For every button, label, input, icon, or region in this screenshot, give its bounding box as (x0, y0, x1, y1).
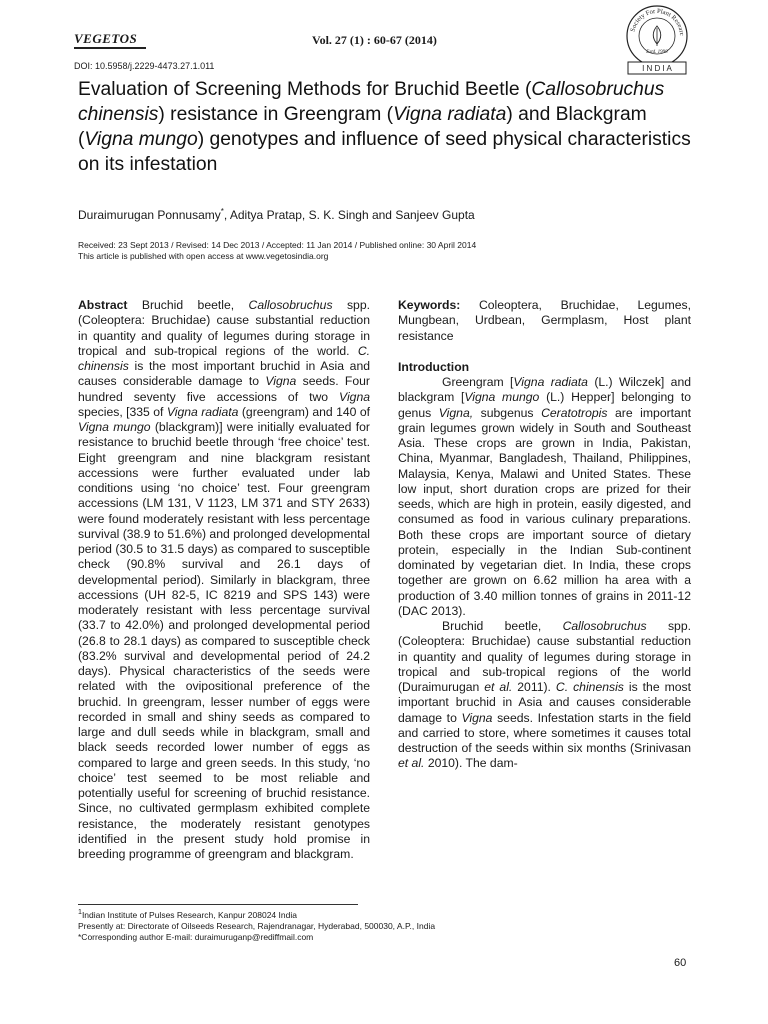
dates-line: Received: 23 Sept 2013 / Revised: 14 Dec 2013 / Accepted: 11 Jan 2014 / Published online: 30 April 2014 (78, 240, 477, 250)
page-number: 60 (674, 957, 687, 969)
logo-estd: Estd. 1998 (646, 50, 668, 55)
section-heading-introduction: Introduction (398, 359, 470, 374)
keywords: Keywords: Coleoptera, Bruchidae, Legumes, Mungbean, Urdbean, Germplasm, Host plant resistance (398, 298, 691, 343)
corresponding-author-footnote: *Corresponding author E-mail: duraimuruganp@rediffmail.com (78, 931, 314, 942)
present-address-footnote: Presently at: Directorate of Oilseeds Research, Rajendranagar, Hyderabad, 500030, A.P., India (78, 920, 436, 931)
footnotes (78, 907, 435, 943)
open-access-line: This article is published with open access at www.vegetosindia.org (78, 251, 329, 261)
intro-paragraph-1: Greengram [Vigna radiata (L.) Wilczek] and blackgram [Vigna mungo (L.) Hepper] belonging to genus Vigna, subgenus Ceratotropis are important grain legumes grown widely in South and Southeast Asia. These crops are grown in India, Pakistan, China, Myanmar, Bangladesh, Thailand, Philippines, Malaysia, Kenya, Malawi and United States. These low input, short duration crops are prized for their seeds, which are high in protein, easily digested, and consumed as food in various culinary preparations. Both these crops are important source of dietary protein, especially in the Indian Sub-continent dominated by vegetarian diet. In India, these crops together are grown on 6.62 million ha area with a production of 3.40 million tonnes of grains in 2011-12 (DAC 2013). (398, 375, 692, 618)
journal-name: VEGETOS (74, 31, 146, 49)
intro-paragraph-2: Bruchid beetle, Callosobruchus spp. (Coleoptera: Bruchidae) cause substantial reduction in quantity and quality of legumes during storage in tropical and sub-tropical regions of the world (Duraimurugan et al. 2011). C. chinensis is the most important bruchid in Asia and causes considerable damage to Vigna seeds. Infestation starts in the field and carried to store, where sometimes it causes total destruction of the seeds within six months (Srinivasan et al. 2010). The dam- (398, 619, 691, 771)
doi: DOI: 10.5958/j.2229-4473.27.1.011 (74, 61, 215, 71)
svg-text:Society For Plant Research (618, 4, 685, 36)
logo-country: I N D I A (642, 64, 672, 73)
logo-ring-text: Society For Plant Researc (629, 7, 686, 36)
footnote-divider (78, 904, 358, 905)
volume-info: Vol. 27 (1) : 60-67 (2014) (312, 33, 437, 47)
paper-title: Evaluation of Screening Methods for Bruchid Beetle (Callosobruchus chinensis) resistance in Greengram (Vigna radiata) and Blackgram (Vigna mungo) genotypes and influence of seed physical characteristics on its infestation (78, 79, 691, 175)
left-column (78, 298, 370, 862)
right-column (398, 298, 691, 772)
affiliation-footnote: $^1$Indian Institute of Pulses Research, Kanpur 208024 India (78, 908, 297, 920)
society-logo (618, 4, 696, 76)
publication-dates (78, 240, 476, 262)
author-list: Duraimurugan Ponnusamy*, Aditya Pratap, S. K. Singh and Sanjeev Gupta (78, 207, 475, 222)
abstract: Abstract Bruchid beetle, Callosobruchus spp. (Coleoptera: Bruchidae) cause substantial reduction in quantity and quality of legumes during storage in tropical and sub-tropical regions of the world. C. chinensis is the most important bruchid in Asia and causes considerable damage to Vigna seeds. Four hundred seventy five accessions of two Vigna species, [335 of Vigna radiata (greengram) and 140 of Vigna mungo (blackgram)] were initially evaluated for resistance to bruchid beetle through ‘free choice’ test. Eight greengram and nine blackgram resistant accessions were further evaluated under lab conditions using ‘no choice’ test. Four greengram accessions (LM 131, V 1123, LM 371 and STY 2633) were found moderately resistant with less percentage survival (38.9 to 51.6%) and prolonged developmental period (30.5 to 31.5 days) as compared to susceptible check (90.8% survival and 26.1 days of developmental period). Similarly in blackgram, three accessions (UH 82-5, IC 8219 and SPS 143) were moderately resistant with less percentage survival (33.7 to 42.0%) and prolonged developmental period (26.8 to 28.1 days) as compared to susceptible check (83.2% survival and developmental period of 24.2 days). Physical characteristics of the seeds were related with the ovipositional preference of the bruchid. In greengram, lesser number of eggs were recorded in small and shiny seeds as compared to large and dull seeds while in blackgram, small and black seeds recorded lower number of eggs as compared to large and green seeds. In this study, ‘no choice’ test seemed to be most reliable and potentially useful for screening of bruchid resistance. Since, no cultivated germplasm exhibited complete resistance, the moderately resistant genotypes identified in the present study hold promise in breeding programme of greengram and blackgram. (78, 298, 371, 861)
